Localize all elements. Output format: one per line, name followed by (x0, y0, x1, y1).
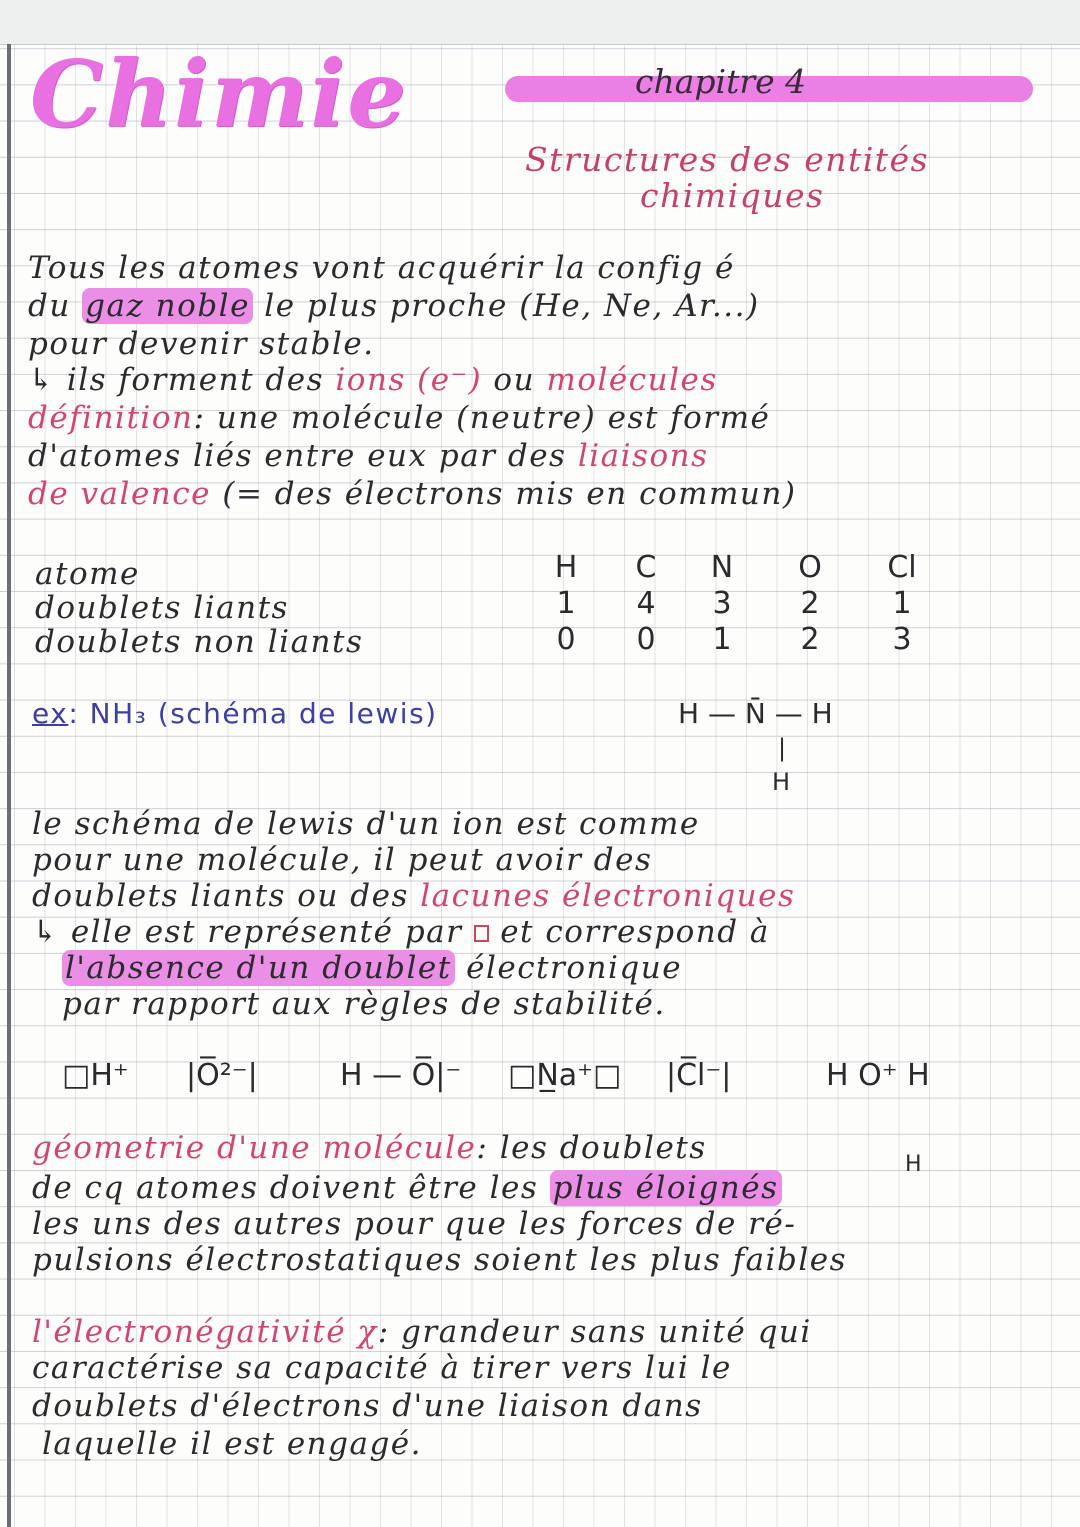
table-cell: H (554, 550, 578, 585)
ion-example-cl: |C̅l⁻| (666, 1058, 732, 1093)
electroneg-line-3: doublets d'électrons d'une liaison dans (32, 1388, 703, 1424)
table-row-label-non-liants: doublets non liants (35, 624, 364, 660)
table-cell: 1 (712, 622, 732, 657)
ion-line-5-post: électronique (466, 950, 683, 986)
ion-line-6: par rapport aux règles de stabilité. (62, 986, 666, 1022)
definition-line-2 (28, 438, 708, 474)
table-cell: 2 (800, 622, 820, 657)
example-text: : NH₃ (schéma de lewis) (68, 697, 438, 730)
intro-line-2-pre: du (28, 288, 71, 324)
geometry-line-1-post: : les doublets (476, 1130, 707, 1166)
table-row-label-atome: atome (35, 556, 140, 592)
ion-line-1: le schéma de lewis d'un ion est comme (32, 806, 700, 842)
ion-line-4-pre: ↳ elle est représenté par (32, 914, 463, 950)
nh3-lewis-bottom: H (772, 768, 791, 796)
geometry-line-3: les uns des autres pour que les forces de ré- (32, 1206, 797, 1242)
intro-line-2 (28, 288, 760, 324)
page-margin-edge (7, 44, 11, 1527)
example-line (32, 697, 438, 730)
example-label: ex (32, 697, 69, 730)
table-cell: Cl (887, 550, 917, 585)
ion-line-4 (32, 914, 770, 950)
electroneg-label: l'électronégativité χ (32, 1314, 378, 1350)
ion-line-5 (62, 950, 682, 986)
table-cell: 3 (892, 622, 912, 657)
electroneg-line-2: caractérise sa capacité à tirer vers lui le (32, 1350, 732, 1386)
valence-term: de valence (28, 476, 211, 512)
ion-line-2: pour une molécule, il peut avoir des (32, 842, 653, 878)
geometry-line-2-pre: de cq atomes doivent être les (32, 1170, 539, 1206)
geometry-label: géometrie d'une molécule (32, 1130, 477, 1166)
highlight-plus-eloignes: plus éloignés (550, 1170, 782, 1206)
ion-line-3 (32, 878, 795, 914)
page-title: Chimie (30, 40, 408, 148)
intro-line-2-post: le plus proche (He, Ne, Ar...) (264, 288, 760, 324)
highlight-absence-doublet: l'absence d'un doublet (62, 950, 455, 986)
electroneg-line-1-post: : grandeur sans unité qui (377, 1314, 812, 1350)
definition-line-3-post: (= des électrons mis en commun) (222, 476, 797, 512)
liaisons-term: liaisons (577, 438, 709, 474)
page-top-strip (0, 0, 1080, 45)
geometry-line-2 (32, 1170, 782, 1206)
molecules-term: molécules (546, 362, 718, 398)
lacune-box-icon (474, 925, 489, 942)
table-cell: 1 (892, 586, 912, 621)
intro-line-4-pre: ↳ ils forment des (28, 362, 324, 398)
definition-label: définition (28, 400, 194, 436)
table-cell: C (635, 550, 657, 585)
table-cell: 3 (712, 586, 732, 621)
h3o-bottom-h: H (905, 1152, 922, 1177)
geometry-line-4: pulsions électrostatiques soient les plus faibles (32, 1242, 847, 1278)
table-cell: 4 (636, 586, 656, 621)
ion-line-3-pre: doublets liants ou des (32, 878, 409, 914)
nh3-lewis-top: H — N̄ — H (678, 697, 833, 730)
subtitle-line-2: chimiques (640, 176, 825, 215)
ion-example-h: □H⁺ (62, 1058, 129, 1093)
geometry-line-1 (32, 1130, 707, 1166)
intro-line-3: pour devenir stable. (28, 326, 375, 362)
definition-text: : une molécule (neutre) est formé (193, 400, 771, 436)
highlight-gaz-noble: gaz noble (82, 288, 253, 324)
ion-example-na: □N̲a⁺□ (508, 1058, 622, 1093)
table-row-label-liants: doublets liants (35, 590, 289, 626)
ion-example-h3o: H O⁺ H (826, 1058, 930, 1093)
table-cell: 2 (800, 586, 820, 621)
ion-example-o2: |O̅²⁻| (186, 1058, 258, 1093)
table-cell: O (798, 550, 822, 585)
ion-line-4-post: et correspond à (500, 914, 770, 950)
table-cell: N (710, 550, 734, 585)
table-cell: 1 (556, 586, 576, 621)
intro-line-4 (28, 362, 718, 398)
nh3-lewis-bond: | (778, 734, 787, 762)
lacunes-term: lacunes électroniques (420, 878, 796, 914)
ion-example-oh: H — O̅|⁻ (340, 1058, 462, 1093)
electroneg-line-4: laquelle il est engagé. (42, 1426, 423, 1462)
subtitle-line-1: Structures des entités (525, 140, 930, 179)
intro-line-4-mid: ou (493, 362, 536, 398)
ions-term: ions (e⁻) (335, 362, 483, 398)
intro-line-1: Tous les atomes vont acquérir la config é (28, 250, 735, 286)
chapter-label: chapitre 4 (635, 62, 807, 101)
table-cell: 0 (556, 622, 576, 657)
electroneg-line-1 (32, 1314, 812, 1350)
definition-line-3 (28, 476, 796, 512)
definition-line-2-pre: d'atomes liés entre eux par des (28, 438, 567, 474)
table-cell: 0 (636, 622, 656, 657)
definition-line-1 (28, 400, 770, 436)
